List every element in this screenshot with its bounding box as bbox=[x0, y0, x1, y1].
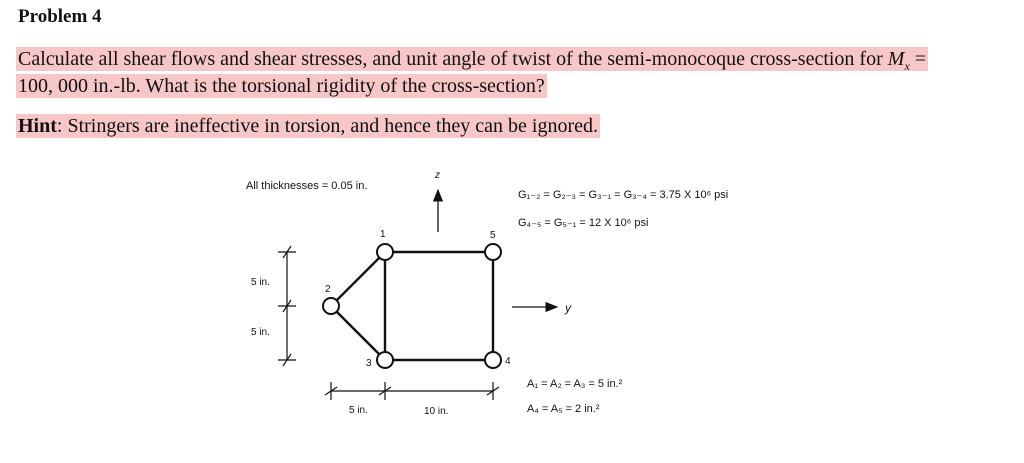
stringer-2 bbox=[323, 298, 339, 314]
statement-line2: 100, 000 in.-lb. What is the torsional rigidity of the cross-section? bbox=[18, 75, 545, 97]
dim-vertical-top: 5 in. bbox=[251, 277, 270, 288]
statement-line1: Calculate all shear flows and shear stresses, and unit angle of twist of the semi-monocoque cross-section for bbox=[18, 48, 883, 70]
dim-vertical-bottom: 5 in. bbox=[251, 327, 270, 338]
area-line1: A₁ = A₂ = A₃ = 5 in.² bbox=[527, 378, 623, 390]
statement-line1-end: = bbox=[909, 48, 927, 70]
moment-subscript: x bbox=[904, 59, 910, 73]
web-2-3 bbox=[331, 306, 385, 360]
node-label-1: 1 bbox=[380, 229, 386, 240]
vertical-dimension bbox=[278, 246, 296, 366]
z-axis-label: z bbox=[435, 170, 440, 181]
web-1-2 bbox=[331, 252, 385, 306]
moment-symbol: M bbox=[887, 48, 905, 70]
cross-section-webs bbox=[331, 252, 493, 360]
horizontal-dimension bbox=[325, 382, 499, 400]
thickness-note: All thicknesses = 0.05 in. bbox=[246, 180, 368, 192]
stringer-1 bbox=[377, 244, 393, 260]
hint-label: Hint bbox=[18, 115, 57, 137]
stringers bbox=[323, 244, 501, 368]
shear-modulus-line1: G₁₋₂ = G₂₋₃ = G₃₋₁ = G₃₋₄ = 3.75 X 10⁶ psi bbox=[518, 189, 729, 201]
problem-title: Problem 4 bbox=[18, 6, 102, 27]
y-axis-label: y bbox=[565, 301, 571, 315]
node-label-3: 3 bbox=[366, 358, 372, 369]
dim-horizontal-left: 5 in. bbox=[349, 405, 368, 416]
node-label-2: 2 bbox=[325, 284, 331, 295]
node-label-4: 4 bbox=[505, 356, 511, 367]
stringer-4 bbox=[485, 352, 501, 368]
hint-text: : Stringers are ineffective in torsion, and hence they can be ignored. bbox=[56, 115, 599, 137]
shear-modulus-line2: G₄₋₅ = G₅₋₁ = 12 X 10⁶ psi bbox=[518, 217, 649, 229]
stringer-5 bbox=[485, 244, 501, 260]
stringer-3 bbox=[377, 352, 393, 368]
area-line2: A₄ = A₅ = 2 in.² bbox=[527, 403, 600, 415]
dim-horizontal-right: 10 in. bbox=[424, 406, 449, 417]
node-label-5: 5 bbox=[490, 230, 496, 241]
